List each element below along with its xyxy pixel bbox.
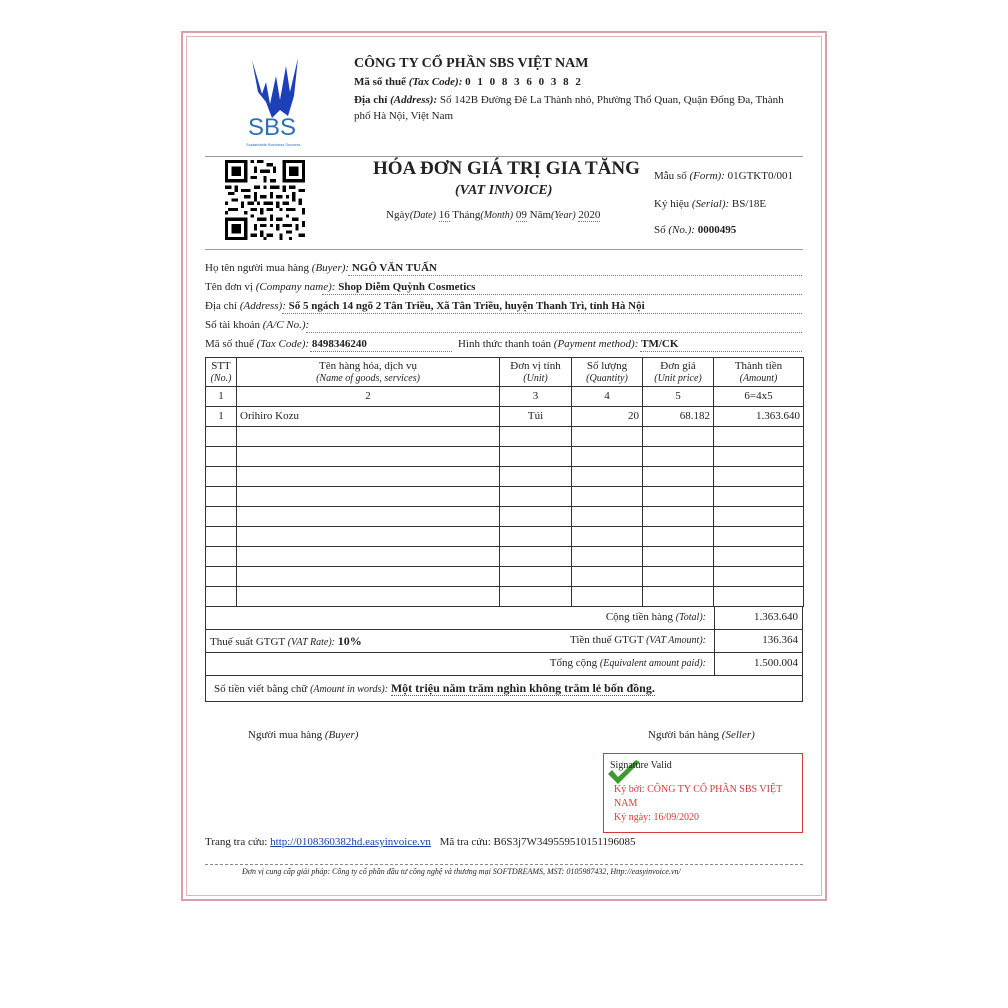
invoice-date-line — [386, 209, 600, 221]
payment-label-en: (Payment method): — [553, 338, 639, 350]
buyer-address-label: Địa chỉ — [205, 300, 238, 312]
form-label-en: (Form): — [689, 170, 725, 182]
company-logo — [240, 52, 320, 150]
date-year: 2020 — [578, 209, 601, 221]
index-cell: 3 — [500, 387, 572, 407]
payment-line — [458, 338, 678, 350]
table-row-empty — [206, 427, 804, 447]
lookup-link[interactable]: http://0108360382hd.easyinvoice.vn — [270, 836, 431, 848]
buyer-company-dots — [322, 294, 802, 295]
date-day: 16 — [438, 209, 450, 221]
buyer-company-value: Shop Diễm Quỳnh Cosmetics — [338, 281, 476, 293]
index-cell: 1 — [206, 387, 237, 407]
index-cell: 5 — [643, 387, 714, 407]
item-unit-price: 68.182 — [643, 407, 714, 427]
table-row-empty — [206, 447, 804, 467]
buyer-name-dots — [348, 275, 802, 276]
buyer-address-label-en: (Address): — [239, 300, 286, 312]
buyer-account-label: Số tài khoản — [205, 319, 260, 331]
index-cell: 2 — [237, 387, 500, 407]
company-tax-line — [354, 76, 583, 88]
item-name: Orihiro Kozu — [237, 407, 500, 427]
table-row-empty — [206, 487, 804, 507]
invoice-no-label-en: (No.): — [668, 224, 695, 236]
company-address-line1: Số 142B Đường Đê La Thành nhỏ, Phường Thổ Quan, Quận Đống Đa, Thành — [439, 94, 784, 106]
total-label: Cộng tiền hàng (Total): — [605, 611, 706, 623]
qr-code-icon — [225, 160, 305, 240]
header-cell-quantity: Số lượng (Quantity) — [572, 358, 643, 387]
buyer-tax-value: 8498346240 — [311, 338, 367, 350]
item-quantity: 20 — [572, 407, 643, 427]
table-row-empty — [206, 567, 804, 587]
buyer-company-line — [205, 281, 475, 293]
invoice-title: HÓA ĐƠN GIÁ TRỊ GIA TĂNG — [373, 158, 640, 179]
item-amount: 1.363.640 — [714, 407, 804, 427]
buyer-name-label-en: (Buyer): — [311, 262, 350, 274]
buyer-account-label-en: (A/C No.): — [262, 319, 310, 331]
form-label: Mẫu số — [654, 170, 687, 182]
buyer-address-line — [205, 300, 645, 312]
invoice-no-line — [654, 224, 736, 236]
company-address-line2: phố Hà Nội, Việt Nam — [354, 110, 454, 122]
signature-valid-text: Signature Valid — [610, 760, 672, 771]
lookup-line — [205, 836, 636, 848]
buyer-signature-label: Người mua hàng (Buyer) — [248, 729, 359, 741]
table-row-empty — [206, 467, 804, 487]
lookup-code-label: Mã tra cứu: — [439, 836, 491, 848]
table-row-empty — [206, 527, 804, 547]
vat-rate-value: 10% — [337, 634, 362, 648]
table-row-empty — [206, 587, 804, 607]
company-tax-label-en: (Tax Code): — [408, 76, 463, 88]
digital-signature-box — [603, 753, 803, 833]
buyer-tax-dots — [310, 351, 452, 352]
header-divider — [205, 156, 803, 157]
year-label-en: (Year) — [551, 210, 576, 221]
logo-text: SBS — [248, 114, 297, 141]
table-row — [206, 407, 804, 427]
grand-total-row — [205, 653, 803, 676]
signed-by-value: CÔNG TY CỔ PHẦN SBS VIỆT — [647, 784, 783, 795]
serial-line — [654, 198, 766, 210]
company-name: CÔNG TY CỔ PHẦN SBS VIỆT NAM — [354, 56, 589, 71]
table-index-row — [206, 387, 804, 407]
header-cell-unit: Đơn vị tính (Unit) — [500, 358, 572, 387]
year-label: Năm — [529, 209, 552, 221]
title-divider — [205, 249, 803, 250]
company-address-label: Địa chỉ — [354, 94, 388, 106]
buyer-name-label: Họ tên người mua hàng — [205, 262, 310, 274]
grand-total-value: 1.500.004 — [754, 657, 798, 669]
logo-tagline: Sustainable Business Success — [246, 142, 301, 147]
serial-label-en: (Serial): — [691, 198, 730, 210]
lookup-code-value: B6S3j7W349559510151196085 — [493, 836, 636, 848]
invoice-no-value: 0000495 — [697, 224, 737, 236]
date-label-en: (Date) — [409, 210, 436, 221]
buyer-tax-line — [205, 338, 367, 350]
vat-amount-label: Tiền thuế GTGT (VAT Amount): — [570, 634, 706, 646]
company-tax-code: 0 1 0 8 3 6 0 3 8 2 — [465, 76, 583, 88]
form-line — [654, 170, 793, 182]
company-address-label-en: (Address): — [390, 94, 438, 106]
buyer-account-dots — [306, 332, 802, 333]
table-row-empty — [206, 547, 804, 567]
header-cell-name: Tên hàng hóa, dịch vụ (Name of goods, services) — [237, 358, 500, 387]
signed-by-line: Ký bởi: CÔNG TY CỔ PHẦN SBS VIỆT — [614, 784, 783, 795]
buyer-company-label-en: (Company name): — [255, 281, 336, 293]
date-label: Ngày — [386, 209, 410, 221]
month-label-en: (Month) — [480, 210, 514, 221]
vat-amount-value: 136.364 — [762, 634, 798, 646]
index-cell: 4 — [572, 387, 643, 407]
items-table — [205, 357, 804, 607]
total-row — [205, 607, 803, 630]
index-cell: 6=4x5 — [714, 387, 804, 407]
total-value: 1.363.640 — [754, 611, 798, 623]
logo-flame-icon — [240, 52, 320, 122]
seller-signature-label: Người bán hàng (Seller) — [648, 729, 755, 741]
buyer-address-dots — [282, 313, 802, 314]
invoice-no-label: Số — [654, 224, 666, 236]
provider-text: Đơn vị cung cấp giải pháp: Công ty cổ phần đầu tư công nghệ và thương mại SOFTDREAMS, MST: 0105987432, Http://easyinvoice.vn/ — [242, 867, 681, 876]
invoice-subtitle: (VAT INVOICE) — [455, 183, 553, 198]
item-unit: Túi — [500, 407, 572, 427]
lookup-label: Trang tra cứu: — [205, 836, 268, 848]
vat-rate-label: Thuế suất GTGT (VAT Rate): 10% — [210, 634, 362, 648]
signed-by-line2: NAM — [614, 798, 638, 809]
company-tax-label: Mã số thuế — [354, 76, 406, 88]
buyer-account-line — [205, 319, 309, 331]
signed-date-value: 16/09/2020 — [653, 812, 700, 823]
amount-in-words-label: Số tiền viết bằng chữ — [214, 683, 308, 695]
vat-row — [205, 630, 803, 653]
buyer-name-value: NGÔ VĂN TUẤN — [351, 262, 437, 274]
header-cell-unit-price: Đơn giá (Unit price) — [643, 358, 714, 387]
buyer-tax-label-en: (Tax Code): — [256, 338, 310, 350]
footer-divider — [205, 864, 803, 865]
serial-label: Ký hiệu — [654, 198, 690, 210]
header-cell-no: STT (No.) — [206, 358, 237, 387]
company-address-line — [354, 94, 784, 106]
date-month: 09 — [515, 209, 527, 221]
amount-in-words-row — [205, 676, 803, 702]
month-label: Tháng — [452, 209, 481, 221]
table-header-row — [206, 358, 804, 387]
buyer-name-line — [205, 262, 437, 274]
grand-total-label: Tổng cộng (Equivalent amount paid): — [549, 657, 706, 669]
buyer-address-value: Số 5 ngách 14 ngõ 2 Tân Triều, Xã Tân Triều, huyện Thanh Trì, tỉnh Hà Nội — [288, 300, 645, 312]
buyer-tax-label: Mã số thuế — [205, 338, 254, 350]
amount-in-words-line: Số tiền viết bằng chữ (Amount in words): Một triệu năm trăm nghìn không trăm lẻ bốn đồng. — [214, 681, 655, 695]
form-value: 01GTKT0/001 — [727, 170, 794, 182]
amount-in-words-value: Một triệu năm trăm nghìn không trăm lẻ bốn đồng. — [390, 681, 655, 695]
signed-date-line: Ký ngày: 16/09/2020 — [614, 812, 700, 823]
item-no: 1 — [206, 407, 237, 427]
serial-value: BS/18E — [731, 198, 767, 210]
buyer-company-label: Tên đơn vị — [205, 281, 253, 293]
table-row-empty — [206, 507, 804, 527]
payment-dots — [640, 351, 802, 352]
payment-label: Hình thức thanh toán — [458, 338, 552, 350]
header-cell-amount: Thành tiền (Amount) — [714, 358, 804, 387]
payment-value: TM/CK — [641, 338, 679, 350]
